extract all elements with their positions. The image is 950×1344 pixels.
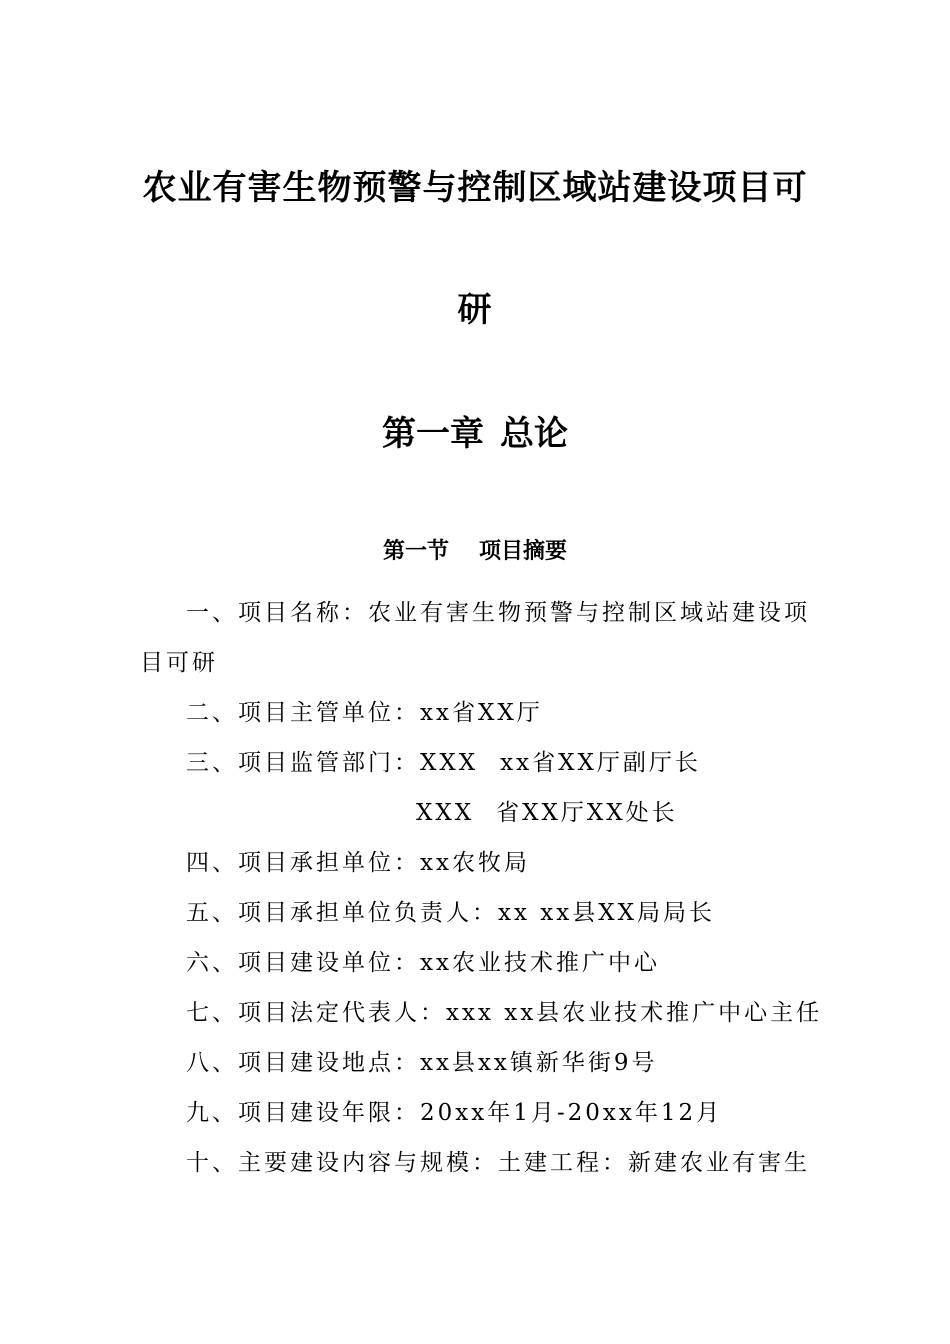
section-title: 项目摘要 [479, 539, 568, 564]
section-label: 第一节 [382, 539, 449, 564]
item-project-name-continued: 目可研 [140, 650, 218, 676]
item-undertaking-unit: 四、项目承担单位：xx农牧局 [186, 850, 530, 876]
item-supervision-department-role-1: xx省XX厅副厅长 [500, 750, 701, 776]
item-construction-unit: 六、项目建设单位：xx农业技术推广中心 [186, 950, 660, 976]
item-supervision-department-line-2 [416, 798, 678, 828]
chapter-title: 总论 [500, 414, 568, 454]
document-title-line-1: 农业有害生物预警与控制区域站建设项目可 [142, 168, 808, 208]
item-supervision-department-role-2: 省XX厅XX处长 [496, 800, 678, 826]
item-construction-site: 八、项目建设地点：xx县xx镇新华街9号 [186, 1050, 658, 1076]
item-main-construction-content: 十、主要建设内容与规模：土建工程：新建农业有害生 [186, 1150, 810, 1176]
document-title-line-2: 研 [457, 290, 493, 330]
item-supervision-department-prefix: 三、项目监管部门：XXX [186, 750, 479, 776]
item-legal-representative: 七、项目法定代表人：xxx xx县农业技术推广中心主任 [186, 1000, 823, 1026]
chapter-label: 第一章 [382, 414, 484, 454]
item-supervision-department-name-2: XXX [416, 800, 475, 826]
item-undertaking-unit-leader: 五、项目承担单位负责人：xx xx县XX局局长 [186, 900, 715, 926]
item-supervising-unit: 二、项目主管单位：xx省XX厅 [186, 700, 543, 726]
item-project-name: 一、项目名称：农业有害生物预警与控制区域站建设项 [186, 600, 810, 626]
item-supervision-department [186, 748, 701, 778]
chapter-heading [0, 414, 950, 454]
item-construction-period: 九、项目建设年限：20xx年1月-20xx年12月 [186, 1100, 723, 1126]
section-heading [0, 537, 950, 567]
